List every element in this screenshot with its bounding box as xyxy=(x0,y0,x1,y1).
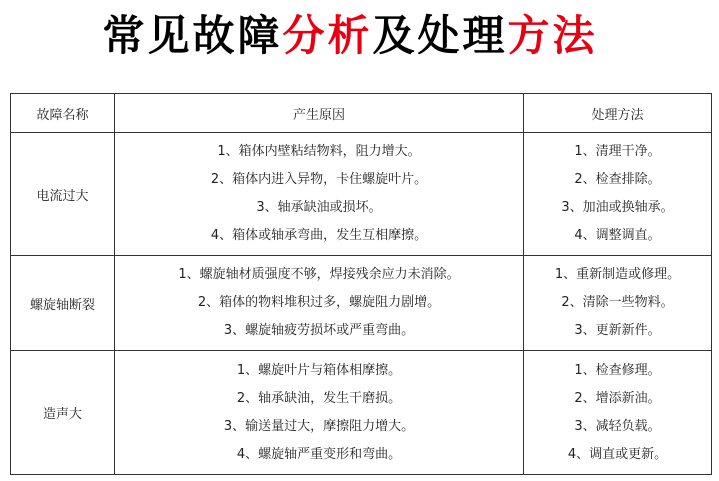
cause-item: 3、轴承缺油或损坏。 xyxy=(256,200,382,215)
solution-item: 2、清除一些物料。 xyxy=(561,295,674,310)
page-title xyxy=(0,6,700,66)
solution-item: 1、检查修理。 xyxy=(574,362,661,378)
cause-item: 4、箱体或轴承弯曲，发生互相摩擦。 xyxy=(210,228,428,243)
solution-item: 3、减轻负载。 xyxy=(574,418,661,434)
cause-item: 2、箱体的物料堆积过多，螺旋阻力剧增。 xyxy=(197,295,441,310)
solution-item: 3、更新新件。 xyxy=(574,323,661,338)
solution-item: 2、检查排除。 xyxy=(574,172,661,187)
fault-table xyxy=(10,93,712,475)
cause-cell xyxy=(115,351,524,475)
cause-item: 3、输送量过大，摩擦阻力增大。 xyxy=(223,418,415,434)
cause-cell xyxy=(115,256,524,351)
table-header-row xyxy=(11,94,712,133)
fault-name-cell: 造声大 xyxy=(11,351,115,475)
solution-item: 2、增添新油。 xyxy=(574,390,661,406)
cause-item: 1、螺旋轴材质强度不够，焊接残余应力未消除。 xyxy=(178,267,460,282)
table-row xyxy=(11,256,712,351)
table-row xyxy=(11,133,712,256)
cause-item: 3、螺旋轴疲劳损坏或严重弯曲。 xyxy=(223,323,415,338)
table-row xyxy=(11,351,712,475)
title-part-2: 分析 xyxy=(282,11,373,60)
title-part-3: 及处理 xyxy=(372,11,508,60)
header-cause: 产生原因 xyxy=(115,94,524,133)
cause-item: 2、轴承缺油，发生干磨损。 xyxy=(236,390,402,406)
fault-name-cell: 螺旋轴断裂 xyxy=(11,256,115,351)
solution-cell xyxy=(524,133,712,256)
solution-item: 4、调直或更新。 xyxy=(567,446,668,462)
cause-item: 1、箱体内壁粘结物料，阻力增大。 xyxy=(217,144,421,159)
solution-item: 4、调整调直。 xyxy=(574,228,661,243)
title-part-1: 常见故障 xyxy=(102,11,283,60)
fault-name-cell: 电流过大 xyxy=(11,133,115,256)
cause-item: 4、螺旋轴严重变形和弯曲。 xyxy=(236,446,402,462)
solution-item: 1、重新制造或修理。 xyxy=(554,267,681,282)
solution-item: 3、加油或换轴承。 xyxy=(561,200,674,215)
cause-item: 1、螺旋叶片与箱体相摩擦。 xyxy=(236,362,402,378)
solution-item: 1、清理干净。 xyxy=(574,144,661,159)
header-fault-name: 故障名称 xyxy=(11,94,115,133)
header-solution: 处理方法 xyxy=(524,94,712,133)
title-part-4: 方法 xyxy=(507,11,598,60)
solution-cell xyxy=(524,256,712,351)
solution-cell xyxy=(524,351,712,475)
cause-item: 2、箱体内进入异物，卡住螺旋叶片。 xyxy=(210,172,428,187)
cause-cell xyxy=(115,133,524,256)
